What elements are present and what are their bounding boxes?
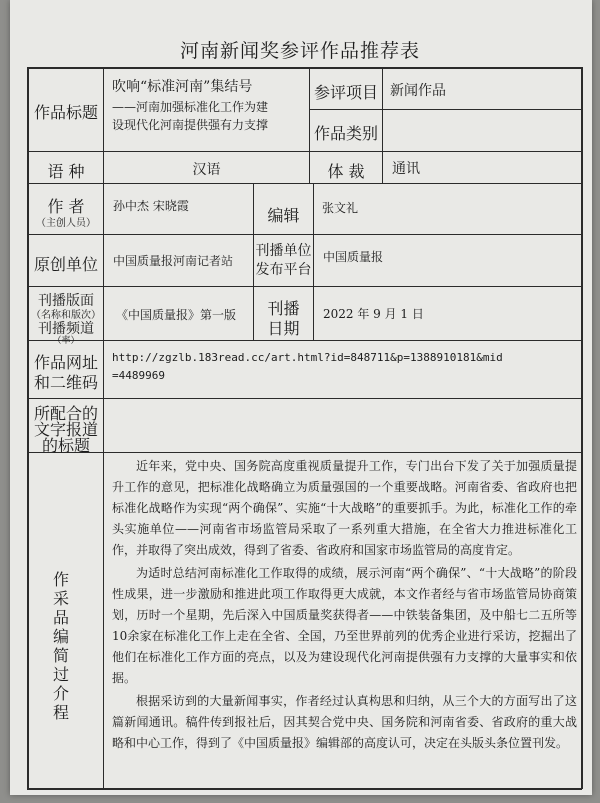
author-sublabel: （主创人员） (36, 218, 96, 229)
table-divider (27, 286, 582, 287)
table-border-bottom (27, 788, 582, 790)
work-url-link-line1[interactable]: http://zgzlb.183read.cc/art.html?id=848711&p=1388910181&mid (112, 351, 503, 364)
category-label: 作品类别 (313, 124, 378, 143)
intro-paragraph: 为适时总结河南标准化工作取得的成绩，展示河南“两个确保”、“十大战略”的阶段性成果，进一步激励和推进此项工作取得更大成就，本文作者经与省市场监管局协商策划，历时一个星期，先后深入中国质量奖获得者——中铁装备集团，及中船七二五所等10余家在标准化工作上走在全省、全国，乃至世界前列的优秀企业进行采访，挖掘出了他们在标准化工作方面的亮点，以及为建设现代化河南提供强有力支撑的大量事实和依据。 (112, 566, 577, 685)
related-label-3: 的标题 (41, 436, 90, 455)
date-label-1: 刊播 (267, 299, 300, 318)
edition-label-1: 刊播版面 (38, 293, 94, 309)
language-label: 语 种 (47, 162, 85, 181)
edition-value: 《中国质量报》第一版 (116, 308, 237, 322)
table-divider (27, 234, 582, 235)
editor-label: 编辑 (267, 206, 300, 225)
work-title-label: 作品标题 (33, 103, 98, 122)
pub-label-1: 刊播单位 (255, 243, 312, 259)
work-title-line3: 设现代化河南提供强有力支撑 (112, 118, 269, 132)
work-title-line2: ——河南加强标准化工作为建 (112, 100, 269, 114)
genre-label: 体 裁 (327, 162, 365, 181)
language-value: 汉语 (192, 162, 221, 178)
form-title: 河南新闻奖参评作品推荐表 (179, 40, 420, 62)
table-divider (382, 67, 383, 184)
unit-label: 原创单位 (33, 255, 98, 274)
table-divider (27, 151, 582, 152)
table-border-right (581, 67, 583, 789)
author-label: 作 者 (47, 197, 85, 216)
table-divider (313, 183, 314, 340)
table-divider (27, 452, 582, 453)
table-divider (309, 109, 582, 110)
pub-value: 中国质量报 (323, 250, 384, 264)
url-label-2: 和二维码 (33, 373, 98, 392)
project-value: 新闻作品 (390, 83, 446, 99)
intro-text (112, 456, 577, 756)
edition-label-2: （名称和版次） (31, 310, 101, 321)
work-title-line1: 吹响“标准河南”集结号 (112, 79, 253, 95)
work-url-link-line2[interactable]: =4489969 (112, 369, 165, 382)
editor-value: 张文礼 (322, 201, 359, 215)
intro-label: 作采品编简过介程 (52, 570, 69, 722)
genre-value: 通讯 (392, 161, 420, 177)
pub-label-2: 发布平台 (255, 262, 312, 278)
table-divider (27, 183, 582, 184)
project-label: 参评项目 (313, 83, 378, 102)
intro-paragraph: 根据采访到的大量新闻事实，作者经过认真构思和归纳，从三个大的方面写出了这篇新闻通讯。稿件传到报社后，因其契合党中央、国务院和河南省委、省政府的重大战略和中心工作，得到了《中国质量报》编辑部的高度认可，决定在头版头条位置刊发。 (112, 694, 577, 750)
table-border-top (27, 67, 582, 69)
date-label-2: 日期 (267, 319, 300, 338)
edition-label-3: 刊播频道 (38, 321, 94, 337)
date-value: 2022 年 9 月 1 日 (323, 307, 424, 321)
edition-label-4: （率） (52, 336, 80, 346)
author-value: 孙中杰 宋晓霞 (113, 199, 189, 213)
unit-value: 中国质量报河南记者站 (113, 254, 234, 268)
table-divider (27, 398, 582, 399)
intro-paragraph: 近年来，党中央、国务院高度重视质量提升工作，专门出台下发了关于加强质量提升工作的意见，把标准化战略确立为质量强国的一个重要战略。河南省委、省政府也把标准化战略作为实现“两个确保”、实施“十大战略”的重要抓手。为此，标准化工作的牵头实施单位——河南省市场监管局采取了一系列重大措施，在全省大力推进标准化工作，并取得了突出成效，得到了省委、省政府和国家市场监管局的高度肯定。 (112, 459, 577, 557)
table-divider (27, 340, 582, 341)
related-label-1: 所配合的 (33, 404, 98, 423)
url-label-1: 作品网址 (33, 353, 98, 372)
related-label-2: 文字报道 (33, 420, 98, 439)
